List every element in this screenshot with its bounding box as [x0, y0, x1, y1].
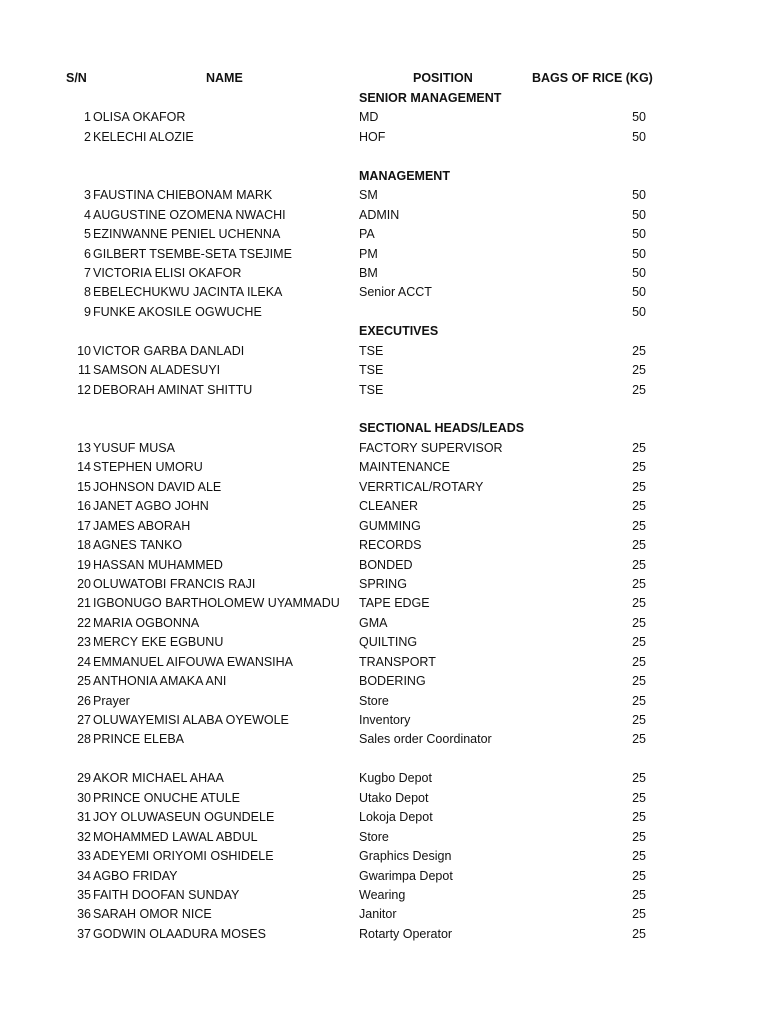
bags-cell: 50 — [632, 207, 646, 222]
name-cell: FAITH DOOFAN SUNDAY — [93, 887, 240, 902]
table-row — [0, 556, 768, 575]
position-cell: RECORDS — [359, 538, 422, 553]
bags-cell: 25 — [632, 499, 646, 514]
sn-cell: 8 — [84, 285, 91, 300]
sn-cell: 2 — [84, 129, 91, 144]
name-cell: JAMES ABORAH — [93, 518, 191, 533]
bags-cell: 25 — [632, 810, 646, 825]
bags-cell: 25 — [632, 732, 646, 747]
bags-cell: 25 — [632, 693, 646, 708]
bags-cell: 25 — [632, 635, 646, 650]
bags-cell: 25 — [632, 538, 646, 553]
position-cell: BODERING — [359, 674, 426, 689]
bags-cell: 50 — [632, 246, 646, 261]
bags-cell: 25 — [632, 615, 646, 630]
table-row — [0, 361, 768, 380]
position-cell: TSE — [359, 343, 384, 358]
sn-cell: 12 — [77, 382, 91, 397]
bags-cell: 50 — [632, 304, 646, 319]
bags-cell: 50 — [632, 285, 646, 300]
sn-cell: 20 — [77, 576, 91, 591]
name-cell: HASSAN MUHAMMED — [93, 557, 223, 572]
name-cell: SAMSON ALADESUYI — [93, 363, 221, 378]
section-heading-row — [0, 167, 768, 186]
bags-cell: 25 — [632, 674, 646, 689]
position-cell: PA — [359, 227, 375, 242]
table-row — [0, 594, 768, 613]
table-row — [0, 711, 768, 730]
table-row — [0, 517, 768, 536]
name-cell: DEBORAH AMINAT SHITTU — [93, 382, 253, 397]
position-cell: VERRTICAL/ROTARY — [359, 479, 484, 494]
name-cell: OLUWATOBI FRANCIS RAJI — [93, 576, 256, 591]
position-cell: Wearing — [359, 887, 406, 902]
table-row — [0, 769, 768, 788]
bags-cell: 25 — [632, 713, 646, 727]
bags-cell: 50 — [632, 110, 646, 125]
section-heading-row — [0, 89, 768, 108]
blank-row — [0, 750, 768, 769]
position-cell: Inventory — [359, 713, 411, 727]
sn-cell: 1 — [84, 110, 91, 125]
table-row — [0, 439, 768, 458]
position-cell: PM — [359, 246, 378, 261]
name-cell: FUNKE AKOSILE OGWUCHE — [93, 304, 262, 319]
name-cell: VICTORIA ELISI OKAFOR — [93, 265, 242, 280]
sn-cell: 11 — [78, 363, 91, 378]
table-row — [0, 575, 768, 594]
bags-cell: 25 — [632, 440, 646, 455]
name-cell: STEPHEN UMORU — [93, 460, 203, 475]
table-row — [0, 264, 768, 283]
table-row — [0, 186, 768, 205]
bags-cell: 25 — [632, 654, 646, 669]
section-title: MANAGEMENT — [359, 168, 450, 183]
name-cell: EBELECHUKWU JACINTA ILEKA — [93, 285, 283, 300]
name-cell: AGNES TANKO — [93, 538, 183, 553]
name-cell: AKOR MICHAEL AHAA — [93, 771, 224, 786]
table-row — [0, 847, 768, 866]
bags-cell: 25 — [632, 382, 646, 397]
position-cell: TSE — [359, 382, 384, 397]
bags-cell: 25 — [632, 907, 646, 922]
bags-cell: 25 — [632, 576, 646, 591]
name-cell: FAUSTINA CHIEBONAM MARK — [93, 188, 273, 203]
name-cell: EMMANUEL AIFOUWA EWANSIHA — [93, 654, 294, 669]
position-cell: GUMMING — [359, 518, 421, 533]
table-row — [0, 497, 768, 516]
name-cell: SARAH OMOR NICE — [93, 907, 212, 922]
sn-cell: 31 — [77, 810, 91, 825]
bags-cell: 25 — [632, 343, 646, 358]
sn-cell: 5 — [84, 227, 91, 242]
bags-cell: 25 — [632, 363, 646, 378]
name-cell: GILBERT TSEMBE-SETA TSEJIME — [93, 246, 292, 261]
bags-cell: 25 — [632, 479, 646, 494]
position-cell: Senior ACCT — [359, 285, 432, 300]
column-header-sn: S/N — [66, 71, 87, 85]
table-row — [0, 672, 768, 691]
position-cell: Graphics Design — [359, 849, 452, 864]
position-cell: Gwarimpa Depot — [359, 868, 453, 883]
table-row — [0, 206, 768, 225]
table-row — [0, 905, 768, 924]
sn-cell: 32 — [77, 829, 91, 844]
table-row — [0, 653, 768, 672]
sn-cell: 3 — [84, 188, 91, 203]
bags-cell: 50 — [632, 188, 646, 203]
section-heading-row — [0, 419, 768, 438]
table-row — [0, 128, 768, 147]
table-row — [0, 692, 768, 711]
sn-cell: 9 — [84, 304, 91, 319]
position-cell: SM — [359, 188, 378, 203]
column-header-position: POSITION — [413, 71, 473, 85]
position-cell: Utako Depot — [359, 790, 429, 805]
name-cell: JOY OLUWASEUN OGUNDELE — [93, 810, 275, 825]
sn-cell: 35 — [77, 887, 91, 902]
name-cell: AUGUSTINE OZOMENA NWACHI — [93, 207, 286, 222]
position-cell: CLEANER — [359, 499, 419, 514]
bags-cell: 25 — [632, 829, 646, 844]
sn-cell: 27 — [77, 713, 91, 727]
table-row — [0, 108, 768, 127]
table-row — [0, 886, 768, 905]
sn-cell: 36 — [77, 907, 91, 922]
table-row — [0, 614, 768, 633]
sn-cell: 14 — [77, 460, 91, 475]
position-cell: TSE — [359, 363, 384, 378]
section-title: SECTIONAL HEADS/LEADS — [359, 421, 525, 436]
table-row — [0, 730, 768, 749]
sn-cell: 6 — [84, 246, 91, 261]
bags-cell: 25 — [632, 518, 646, 533]
name-cell: ANTHONIA AMAKA ANI — [93, 674, 227, 689]
table-row — [0, 867, 768, 886]
table-row — [0, 381, 768, 400]
table-row — [0, 828, 768, 847]
position-cell: ADMIN — [359, 207, 400, 222]
table-row — [0, 283, 768, 302]
position-cell: Lokoja Depot — [359, 810, 433, 825]
position-cell: Rotarty Operator — [359, 926, 453, 941]
name-cell: EZINWANNE PENIEL UCHENNA — [93, 227, 281, 242]
sn-cell: 37 — [77, 926, 91, 941]
column-header-bags: BAGS OF RICE (KG) — [532, 71, 653, 85]
name-cell: OLISA OKAFOR — [93, 110, 186, 125]
bags-cell: 25 — [632, 868, 646, 883]
position-cell: Sales order Coordinator — [359, 732, 492, 747]
table-row — [0, 303, 768, 322]
sn-cell: 34 — [77, 868, 91, 883]
name-cell: KELECHI ALOZIE — [93, 129, 194, 144]
sn-cell: 24 — [77, 654, 91, 669]
bags-cell: 50 — [632, 129, 646, 144]
position-cell: Janitor — [359, 907, 397, 922]
name-cell: VICTOR GARBA DANLADI — [93, 343, 245, 358]
name-cell: MOHAMMED LAWAL ABDUL — [93, 829, 258, 844]
section-title: SENIOR MANAGEMENT — [359, 91, 502, 105]
name-cell: MERCY EKE EGBUNU — [93, 635, 224, 650]
name-cell: GODWIN OLAADURA MOSES — [93, 926, 266, 941]
name-cell: ADEYEMI ORIYOMI OSHIDELE — [93, 849, 274, 864]
bags-cell: 25 — [632, 771, 646, 786]
table-row — [0, 536, 768, 555]
table-row — [0, 925, 768, 944]
position-cell: BM — [359, 265, 378, 280]
position-cell: TRANSPORT — [359, 654, 436, 669]
bags-cell: 25 — [632, 849, 646, 864]
position-cell: TAPE EDGE — [359, 596, 430, 611]
name-cell: AGBO FRIDAY — [93, 868, 178, 883]
name-cell: MARIA OGBONNA — [93, 615, 200, 630]
name-cell: JANET AGBO JOHN — [93, 499, 209, 514]
name-cell: OLUWAYEMISI ALABA OYEWOLE — [93, 713, 289, 727]
blank-row — [0, 147, 768, 166]
position-cell: GMA — [359, 615, 388, 630]
bags-cell: 25 — [632, 926, 646, 941]
position-cell: BONDED — [359, 557, 413, 572]
bags-cell: 50 — [632, 227, 646, 242]
sn-cell: 16 — [77, 499, 91, 514]
sn-cell: 10 — [77, 343, 91, 358]
sn-cell: 19 — [77, 557, 91, 572]
table-row — [0, 633, 768, 652]
name-cell: PRINCE ONUCHE ATULE — [93, 790, 241, 805]
position-cell: HOF — [359, 129, 386, 144]
blank-row — [0, 400, 768, 419]
section-title: EXECUTIVES — [359, 324, 439, 339]
sn-cell: 26 — [77, 693, 91, 708]
sn-cell: 22 — [77, 615, 91, 630]
name-cell: YUSUF MUSA — [93, 440, 175, 455]
position-cell: SPRING — [359, 576, 407, 591]
position-cell: MD — [359, 110, 379, 125]
table-row — [0, 458, 768, 477]
table-row — [0, 342, 768, 361]
table-row — [0, 808, 768, 827]
bags-cell: 25 — [632, 460, 646, 475]
sn-cell: 7 — [84, 265, 91, 280]
bags-cell: 25 — [632, 887, 646, 902]
table-row — [0, 225, 768, 244]
sn-cell: 33 — [77, 849, 91, 864]
sn-cell: 21 — [77, 596, 91, 611]
bags-cell: 25 — [632, 596, 646, 611]
table-row — [0, 789, 768, 808]
position-cell: MAINTENANCE — [359, 460, 450, 475]
position-cell: FACTORY SUPERVISOR — [359, 440, 503, 455]
bags-cell: 25 — [632, 557, 646, 572]
position-cell: Kugbo Depot — [359, 771, 432, 786]
position-cell: Store — [359, 693, 389, 708]
bags-cell: 25 — [632, 790, 646, 805]
name-cell: IGBONUGO BARTHOLOMEW UYAMMADU — [93, 596, 340, 611]
sn-cell: 28 — [77, 732, 91, 747]
name-cell: PRINCE ELEBA — [93, 732, 185, 747]
table-row — [0, 478, 768, 497]
sn-cell: 15 — [77, 479, 91, 494]
section-heading-row — [0, 322, 768, 341]
sn-cell: 17 — [77, 518, 91, 533]
allocation-list — [0, 89, 768, 944]
sn-cell: 4 — [84, 207, 91, 222]
column-header-name: NAME — [206, 71, 243, 85]
sn-cell: 29 — [77, 771, 91, 786]
table-row — [0, 245, 768, 264]
sn-cell: 18 — [77, 538, 91, 553]
bags-cell: 50 — [632, 265, 646, 280]
sn-cell: 30 — [77, 790, 91, 805]
sn-cell: 23 — [77, 635, 91, 650]
position-cell: Store — [359, 829, 389, 844]
sn-cell: 25 — [77, 674, 91, 689]
name-cell: JOHNSON DAVID ALE — [93, 479, 222, 494]
position-cell: QUILTING — [359, 635, 418, 650]
sn-cell: 13 — [77, 440, 91, 455]
name-cell: Prayer — [93, 693, 130, 708]
